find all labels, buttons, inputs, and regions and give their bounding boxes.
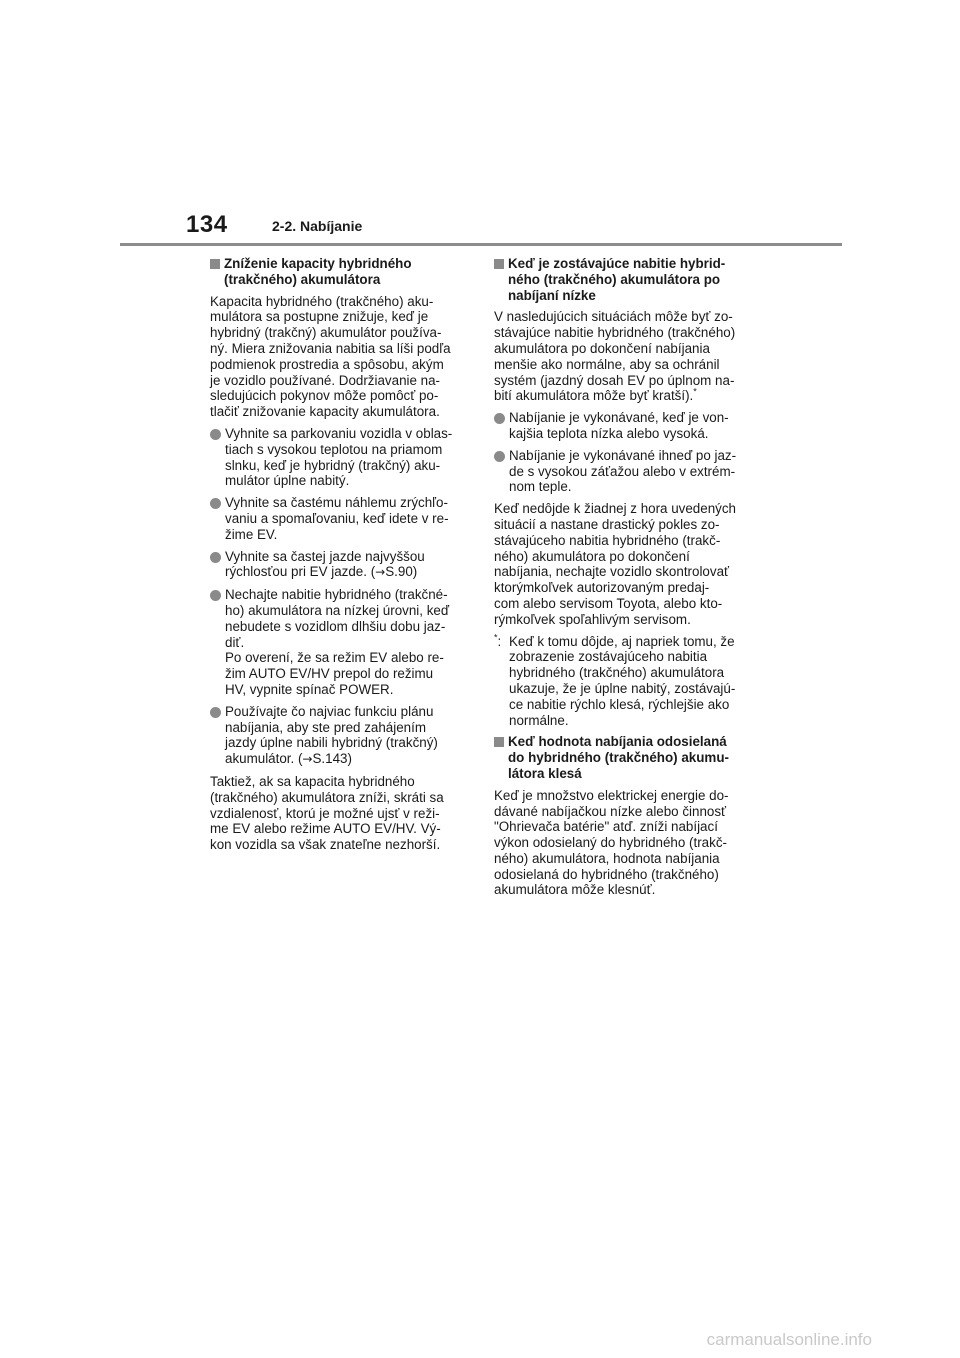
list-item-text: Nechajte nabitie hybridného (trakčné- ho) akumulátora na nízkej úrovni, keď nebudete s vozidlom dlhšiu dobu jaz- diť. Po overení, že sa režim EV alebo re- žim AUTO EV/HV prepol do režimu HV, vypnite spínač POWER. [225, 587, 450, 697]
section-title: 2-2. Nabíjanie [272, 218, 363, 234]
footnote-text: Keď k tomu dôjde, aj napriek tomu, že zobrazenie zostávajúceho nabitia hybridného (trakčného) akumulátora ukazuje, že je úplne nabitý, zostávajú- ce nabitie rýchlo klesá, rýchlejšie ako normálne. [509, 633, 736, 728]
arrow-right-icon: → [302, 752, 313, 767]
list-item [494, 410, 750, 442]
footnote-marker: * [693, 386, 697, 397]
list-item [210, 549, 462, 582]
list-item [210, 704, 462, 768]
page-number: 134 [186, 211, 228, 238]
list-item-text: Vyhnite sa častému náhlemu zrýchľo- vaniu a spomaľovaniu, keď idete v re- žime EV. [225, 495, 449, 542]
circle-bullet-icon [210, 590, 221, 601]
circle-bullet-icon [210, 707, 221, 718]
list-item-text: Nabíjanie je vykonávané, keď je von- kajšia teplota nízka alebo vysoká. [509, 410, 729, 441]
list-item-text-part: Používajte čo najviac funkciu plánu nabíjania, aby ste pred zahájením jazdy úplne nabili hybridný (trakčný) akumulátor. ( [225, 703, 438, 767]
circle-bullet-icon [210, 498, 221, 509]
square-bullet-icon [210, 259, 220, 269]
paragraph-capacity-intro: Kapacita hybridného (trakčného) aku- mulátora sa postupne znižuje, keď je hybridný (trakčný) akumulátor používa- ný. Miera znižovania nabitia sa líši podľa podmienok prostredia a spôsobu, akým je vozidlo používané. Dodržiavanie na- sledujúcich pokynov môže pomôcť po- tlačiť znižovanie kapacity akumulátora. [210, 293, 451, 420]
list-item-text [225, 704, 438, 768]
circle-bullet-icon [210, 552, 221, 563]
list-item-text [225, 549, 425, 582]
heading-low-charge [494, 256, 750, 303]
right-column [494, 256, 750, 904]
footnote-colon: : [497, 633, 502, 649]
header-divider [120, 243, 842, 246]
circle-bullet-icon [494, 413, 505, 424]
page-reference-link[interactable]: S.90) [385, 564, 418, 580]
footnote-label [494, 634, 509, 729]
footnote [494, 634, 750, 729]
heading-text: Keď je zostávajúce nabitie hybrid- ného (trakčného) akumulátora po nabíjaní nízke [508, 256, 726, 303]
heading-text: Keď hodnota nabíjania odosielaná do hybridného (trakčného) akumu- látora klesá [508, 734, 729, 781]
paragraph-text: V nasledujúcich situáciách môže byť zo- stávajúce nabitie hybridného (trakčného) akumulátora po dokončení nabíjania menšie ako normálne, aby sa ochránil systém (jazdný dosah EV po úplnom na- bití akumulátora môže byť kratší). [494, 309, 736, 404]
paragraph-service-advice: Keď nedôjde k žiadnej z hora uvedených situácií a nastane drastický pokles zo- stávajúceho nabitia hybridného (trakč- ného) akumulátora po dokončení nabíjania, nechajte vozidlo skontrolovať ktorýmkoľvek autorizovaným predaj- com alebo servisom Toyota, alebo kto- rýmkoľvek spoľahlivým servisom. [494, 501, 736, 627]
paragraph-low-charge-intro [494, 309, 750, 404]
heading-capacity-reduction [210, 256, 462, 288]
list-item-text: Vyhnite sa parkovaniu vozidla v oblas- tiach s vysokou teplotou na priamom slnku, keď je hybridný (trakčný) aku- mulátor úplne nabitý. [225, 425, 453, 489]
list-item [210, 495, 462, 542]
list-item [210, 426, 462, 489]
paragraph-charge-value-drop: Keď je množstvo elektrickej energie do- dávané nabíjačkou nízke alebo činnosť "Ohrievača batérie" atď. zníži nabíjací výkon odosielaný do hybridného (trakč- ného) akumulátora, hodnota nabíjania odosielaná do hybridného (trakčného) akumulátora môže klesnúť. [494, 787, 729, 898]
paragraph-capacity-summary: Taktiež, ak sa kapacita hybridného (trakčného) akumulátora zníži, skráti sa vzdialenosť, ktorú je možné ujsť v reži- me EV alebo režime AUTO EV/HV. Vý- kon vozidla sa však znateľne nezhorší. [210, 773, 444, 853]
heading-text: Zníženie kapacity hybridného (trakčného) akumulátora [224, 256, 412, 287]
list-item [210, 587, 462, 698]
page-reference-link[interactable]: S.143) [312, 751, 352, 767]
footnote-asterisk: * [494, 632, 498, 643]
circle-bullet-icon [210, 429, 221, 440]
left-column [210, 256, 462, 859]
list-item-text: Nabíjanie je vykonávané ihneď po jaz- de s vysokou záťažou alebo v extrém- nom teple. [509, 447, 737, 495]
circle-bullet-icon [494, 451, 505, 462]
list-item [494, 448, 750, 495]
list-item-text-part: Vyhnite sa častej jazde najvyššou rýchlosťou pri EV jazde. ( [225, 548, 425, 580]
square-bullet-icon [494, 737, 504, 747]
watermark: carmanualsonline.info [706, 1330, 872, 1349]
arrow-right-icon: → [375, 565, 386, 580]
heading-charge-value-drop [494, 734, 750, 781]
square-bullet-icon [494, 259, 504, 269]
